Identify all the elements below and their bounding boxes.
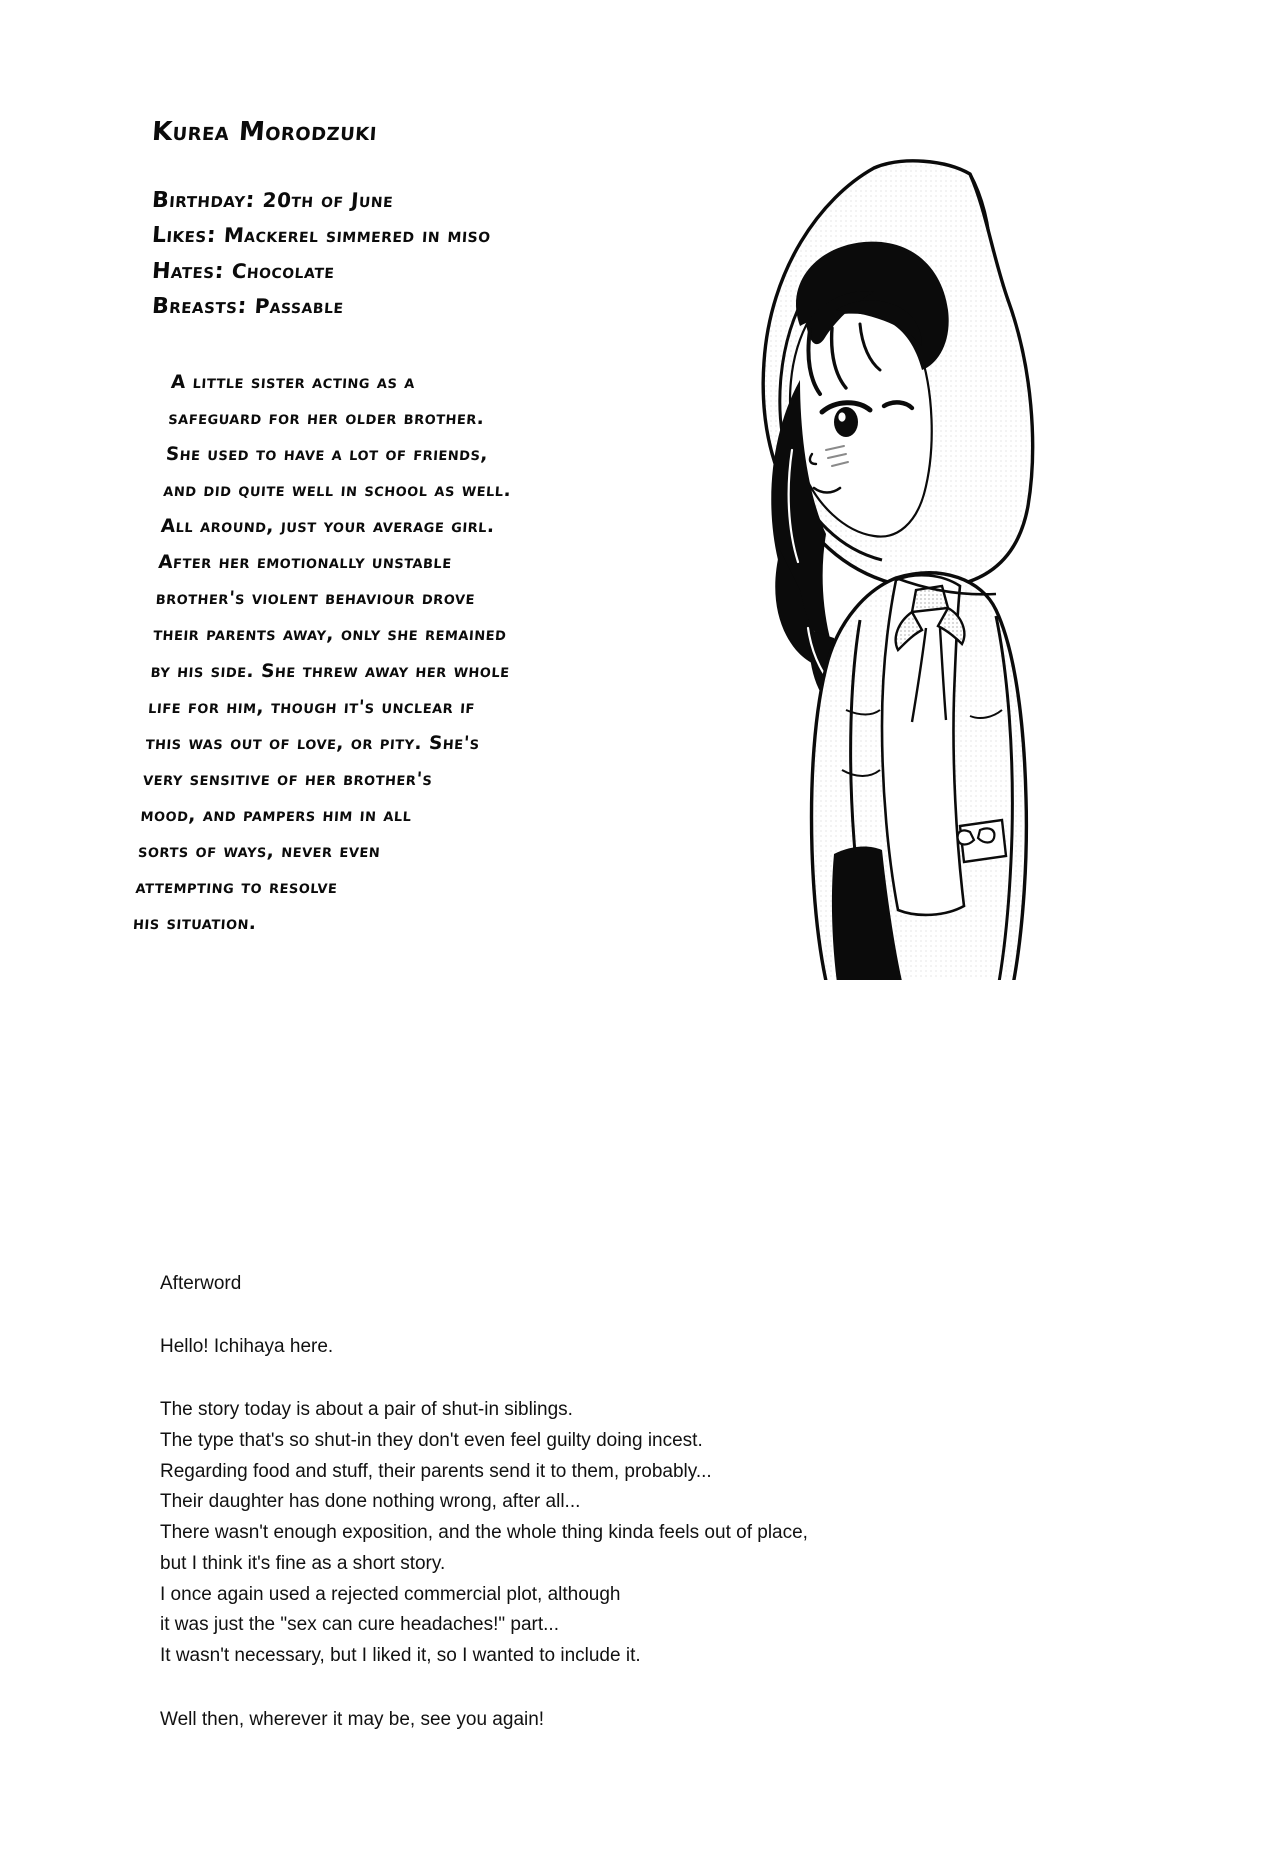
bio-line: sorts of ways, never even <box>137 840 381 862</box>
bio-line: his situation. <box>132 913 258 935</box>
bio-line: this was out of love, or pity. She's <box>144 732 481 754</box>
afterword-line: The type that's so shut-in they don't even feel guilty doing incest. <box>160 1429 703 1451</box>
stat-value-birthday: 20th of June <box>261 187 395 212</box>
stat-row <box>151 183 673 219</box>
stat-value-hates: Chocolate <box>230 258 336 283</box>
afterword-line: It wasn't necessary, but I liked it, so I wanted to include it. <box>160 1645 641 1667</box>
stat-label-birthday: Birthday: <box>151 187 256 213</box>
stat-label-breasts: Breasts: <box>151 294 248 320</box>
character-bio <box>132 365 642 942</box>
afterword-line: but I think it's fine as a short story. <box>160 1552 446 1574</box>
bio-line: After her emotionally unstable <box>157 552 453 574</box>
stat-value-breasts: Passable <box>253 294 345 319</box>
afterword-line: The story today is about a pair of shut-in siblings. <box>160 1399 573 1420</box>
bio-line: very sensitive of her brother's <box>142 768 434 790</box>
bio-line: by his side. She threw away her whole <box>150 660 511 682</box>
afterword-line: Their daughter has done nothing wrong, after all... <box>160 1491 581 1513</box>
bio-line: attempting to resolve <box>134 876 339 898</box>
stat-row <box>151 254 673 290</box>
manga-girl-drawing <box>660 150 1080 980</box>
afterword-section <box>160 1270 1060 1734</box>
character-profile <box>132 117 672 942</box>
stat-row <box>151 289 673 325</box>
afterword-line: I once again used a rejected commercial plot, although <box>160 1583 621 1605</box>
stat-label-hates: Hates: <box>151 258 225 284</box>
afterword-title: Afterword <box>160 1273 242 1294</box>
bio-line: She used to have a lot of friends, <box>165 444 489 466</box>
stat-row <box>151 218 673 254</box>
bio-line: All around, just your average girl. <box>160 516 496 538</box>
character-stats-list <box>152 183 672 326</box>
afterword-greeting: Hello! Ichihaya here. <box>160 1335 334 1357</box>
afterword-closing: Well then, wherever it may be, see you again! <box>160 1708 545 1730</box>
bio-line: safeguard for her older brother. <box>167 408 486 430</box>
stat-label-likes: Likes: <box>151 223 217 249</box>
afterword-line: There wasn't enough exposition, and the whole thing kinda feels out of place, <box>160 1522 808 1544</box>
bio-line: A little sister acting as a <box>170 372 416 394</box>
afterword-line: it was just the "sex can cure headaches!" part... <box>160 1614 559 1636</box>
bio-line: their parents away, only she remained <box>152 624 508 646</box>
bio-line: mood, and pampers him in all <box>139 804 413 826</box>
bio-line: brother's violent behaviour drove <box>155 588 476 610</box>
stat-value-likes: Mackerel simmered in miso <box>223 223 492 248</box>
afterword-line: Regarding food and stuff, their parents send it to them, probably... <box>160 1460 712 1482</box>
character-name: Kurea Morodzuki <box>150 117 379 147</box>
bio-line: and did quite well in school as well. <box>162 480 512 502</box>
bio-line: life for him, though it's unclear if <box>147 696 476 718</box>
character-illustration <box>660 150 1080 980</box>
afterword-body <box>160 1395 1060 1672</box>
